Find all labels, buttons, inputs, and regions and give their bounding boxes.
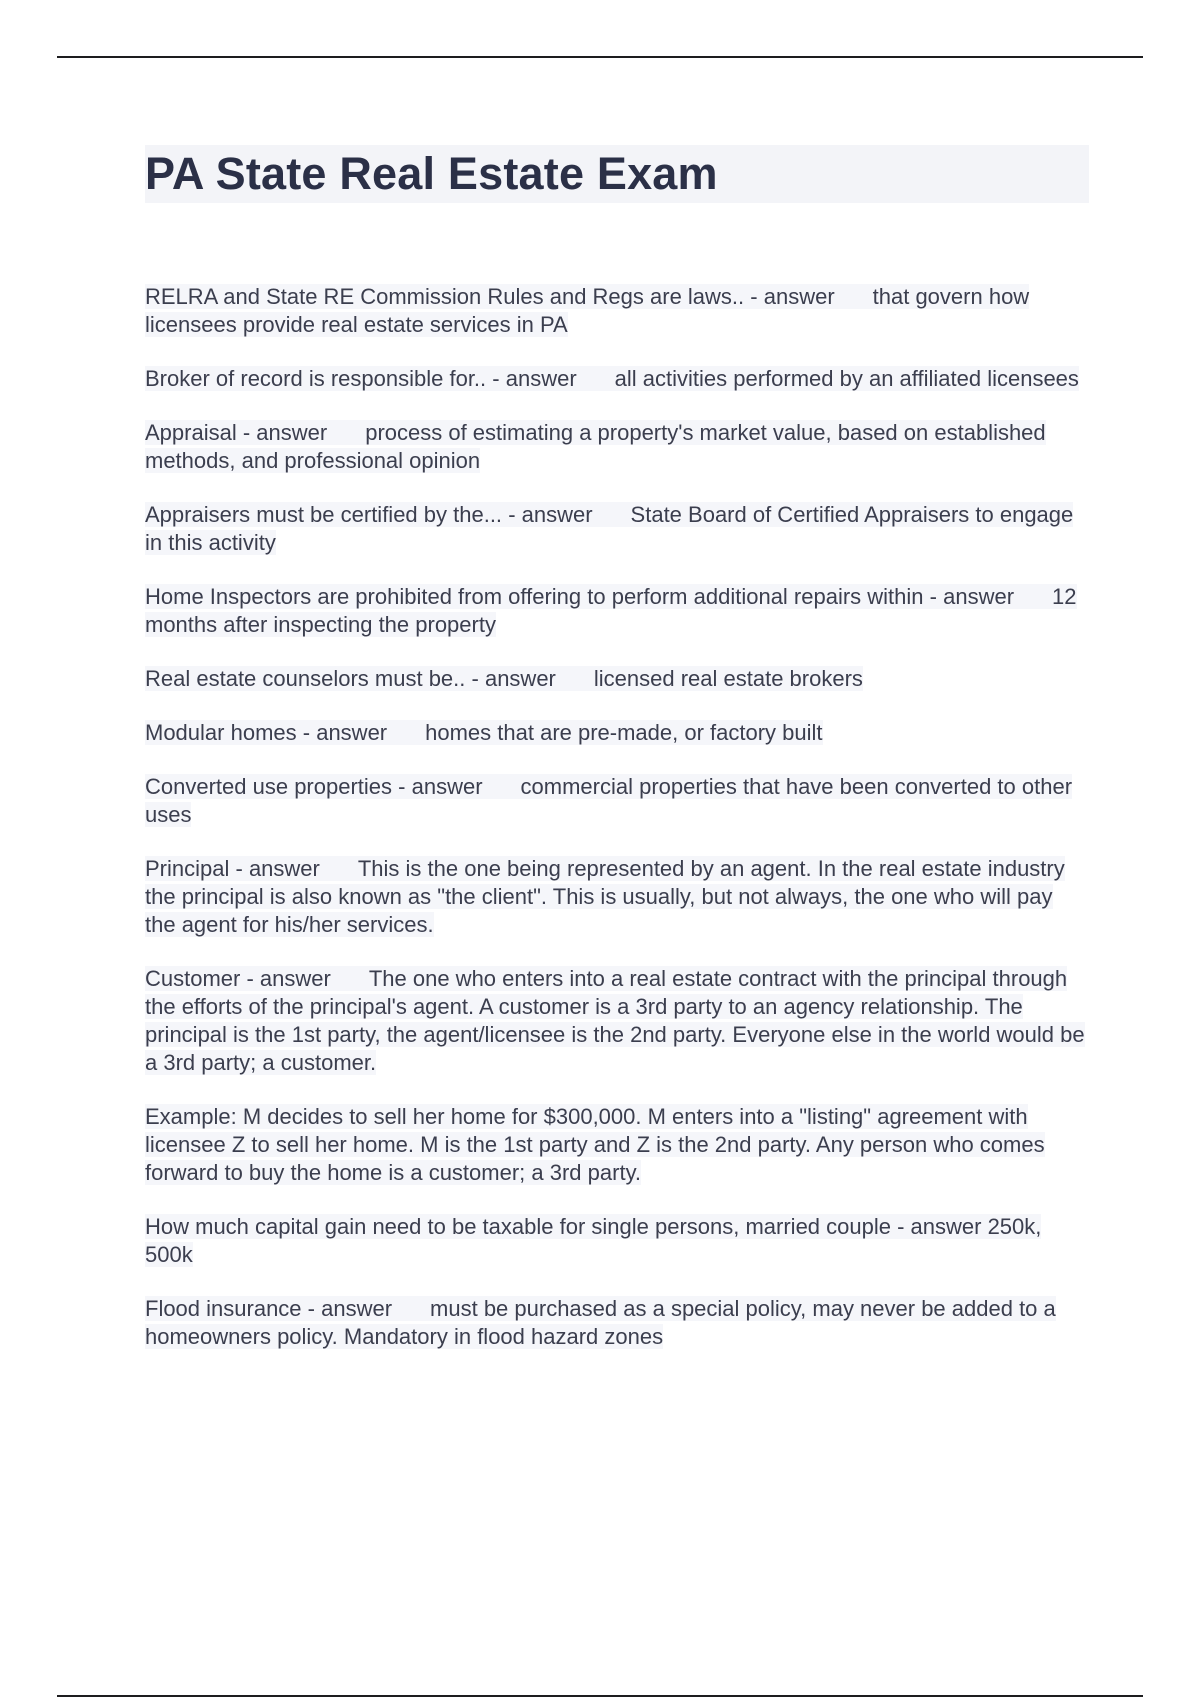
page-title: PA State Real Estate Exam xyxy=(145,148,718,199)
qa-prompt: Appraisers must be certified by the... xyxy=(145,502,503,527)
qa-list xyxy=(145,283,1085,1377)
qa-answer: licensed real estate brokers xyxy=(593,666,863,691)
qa-prompt: Flood insurance xyxy=(145,1296,302,1321)
bottom-rule xyxy=(57,1695,1143,1697)
qa-prompt: Real estate counselors must be.. xyxy=(145,666,466,691)
qa-item xyxy=(145,583,1085,639)
qa-answer: process of estimating a property's market value, based on established methods, and professional opinion xyxy=(145,420,1046,473)
answer-marker: - answer xyxy=(750,284,835,309)
top-rule xyxy=(57,56,1143,58)
qa-item xyxy=(145,283,1085,339)
qa-answer: 12 months after inspecting the property xyxy=(145,584,1077,637)
qa-item xyxy=(145,1213,1085,1269)
example-paragraph xyxy=(145,1103,1085,1187)
answer-marker: - answer xyxy=(929,584,1015,609)
qa-prompt: Modular homes xyxy=(145,720,297,745)
qa-item xyxy=(145,855,1085,939)
qa-item xyxy=(145,773,1085,829)
qa-prompt: Converted use properties xyxy=(145,774,393,799)
qa-item xyxy=(145,501,1085,557)
qa-item xyxy=(145,419,1085,475)
qa-text: How much capital gain need to be taxable for single persons, married couple - answer 250k, 500k xyxy=(145,1214,1042,1267)
qa-answer: all activities performed by an affiliated licensees xyxy=(614,366,1079,391)
qa-prompt: Customer xyxy=(145,966,241,991)
qa-answer: commercial properties that have been converted to other uses xyxy=(145,774,1073,827)
qa-item xyxy=(145,719,1085,747)
qa-answer: that govern how licensees provide real estate services in PA xyxy=(145,284,1030,337)
answer-marker: - answer xyxy=(398,774,483,799)
qa-item xyxy=(145,365,1085,393)
answer-marker: - answer xyxy=(307,1296,393,1321)
example-text: Example: M decides to sell her home for $300,000. M enters into a "listing" agreement with licensee Z to sell her home. M is the 1st party and Z is the 2nd party. Any person who comes forward to buy the home is a customer; a 3rd party. xyxy=(145,1104,1045,1185)
qa-answer: homes that are pre-made, or factory built xyxy=(425,720,823,745)
qa-prompt: Broker of record is responsible for.. xyxy=(145,366,487,391)
answer-marker: - answer xyxy=(508,502,593,527)
qa-item xyxy=(145,665,1085,693)
qa-prompt: Home Inspectors are prohibited from offering to perform additional repairs within xyxy=(145,584,924,609)
qa-prompt: Principal xyxy=(145,856,230,881)
answer-marker: - answer xyxy=(235,856,320,881)
qa-answer: must be purchased as a special policy, may never be added to a homeowners policy. Mandatory in flood hazard zones xyxy=(145,1296,1056,1349)
qa-item xyxy=(145,965,1085,1077)
qa-answer: State Board of Certified Appraisers to engage in this activity xyxy=(145,502,1074,555)
answer-marker: - answer xyxy=(492,366,577,391)
answer-marker: - answer xyxy=(242,420,328,445)
qa-prompt: Appraisal xyxy=(145,420,237,445)
qa-answer: This is the one being represented by an agent. In the real estate industry the principal is also known as "the client". This is usually, but not always, the one who will pay the agent for his/her services. xyxy=(145,856,1065,937)
answer-marker: - answer xyxy=(302,720,388,745)
qa-prompt: RELRA and State RE Commission Rules and Regs are laws.. xyxy=(145,284,745,309)
qa-answer: The one who enters into a real estate contract with the principal through the efforts of the principal's agent. A customer is a 3rd party to an agency relationship. The principal is the 1st party, the agent/licensee is the 2nd party. Everyone else in the world would be a 3rd party; a customer. xyxy=(145,966,1085,1075)
qa-item xyxy=(145,1295,1085,1351)
answer-marker: - answer xyxy=(246,966,331,991)
answer-marker: - answer xyxy=(471,666,556,691)
